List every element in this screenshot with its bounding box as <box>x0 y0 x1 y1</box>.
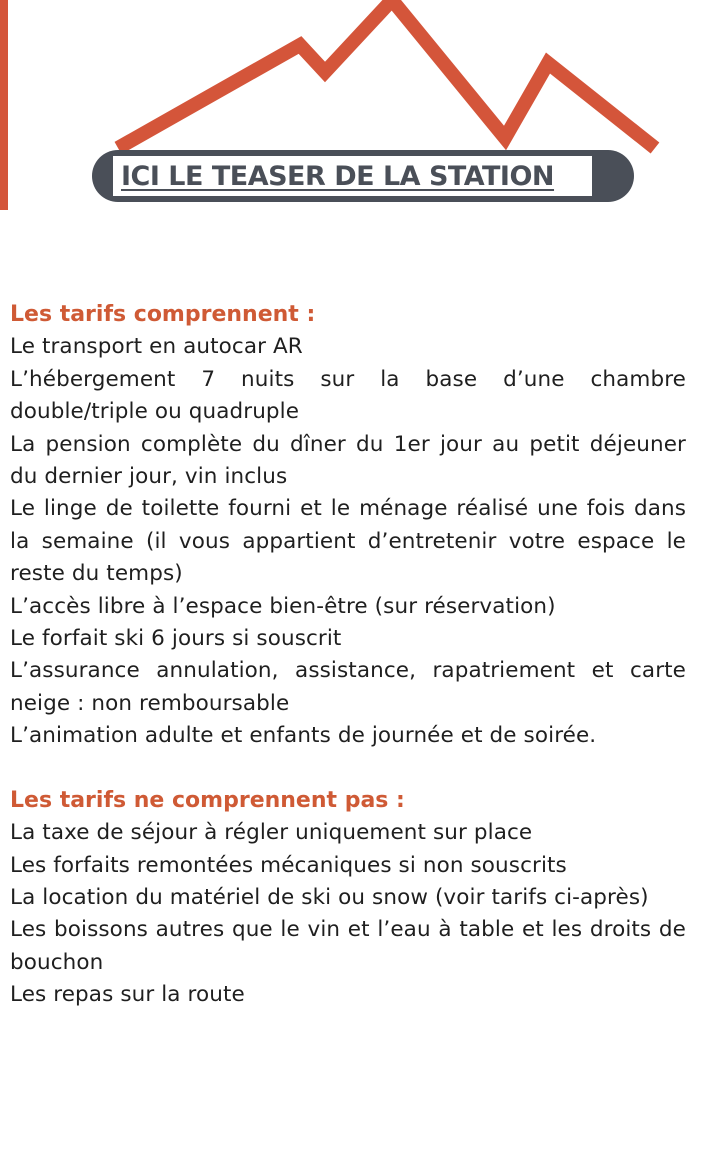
included-title: Les tarifs comprennent : <box>10 302 316 327</box>
pricing-details <box>10 299 686 1012</box>
list-item: Le forfait ski 6 jours si souscrit <box>10 626 342 652</box>
list-item: L’animation adulte et enfants de journée et de soirée. <box>10 723 597 749</box>
list-item: Les repas sur la route <box>10 982 245 1008</box>
list-item: Le transport en autocar AR <box>10 334 303 360</box>
list-item: L’accès libre à l’espace bien-être (sur réservation) <box>10 593 556 619</box>
list-item: Les boissons autres que le vin et l’eau à table et les droits de bouchon <box>10 917 686 975</box>
list-item: L’hébergement 7 nuits sur la base d’une chambre double/triple ou quadruple <box>10 366 686 425</box>
teaser-label-box <box>110 156 592 196</box>
list-item: Le linge de toilette fourni et le ménage réalisé une fois dans la semaine (il vous appartient d’entretenir votre espace le reste du temps) <box>10 496 686 587</box>
section-spacer <box>10 753 686 785</box>
list-item: L’assurance annulation, assistance, rapatriement et carte neige : non remboursable <box>10 658 686 716</box>
list-item: La taxe de séjour à régler uniquement sur place <box>10 820 533 846</box>
included-list <box>10 331 686 752</box>
list-item: La location du matériel de ski ou snow (voir tarifs ci-après) <box>10 884 649 910</box>
mountain-logo-icon <box>0 0 721 160</box>
station-teaser-banner <box>92 150 634 202</box>
list-item: Les forfaits remontées mécaniques si non souscrits <box>10 852 567 878</box>
list-item: La pension complète du dîner du 1er jour au petit déjeuner du dernier jour, vin inclus <box>10 431 686 490</box>
excluded-list <box>10 817 686 1011</box>
excluded-title: Les tarifs ne comprennent pas : <box>10 787 405 813</box>
teaser-title: ICI LE TEASER DE LA STATION <box>121 160 555 192</box>
